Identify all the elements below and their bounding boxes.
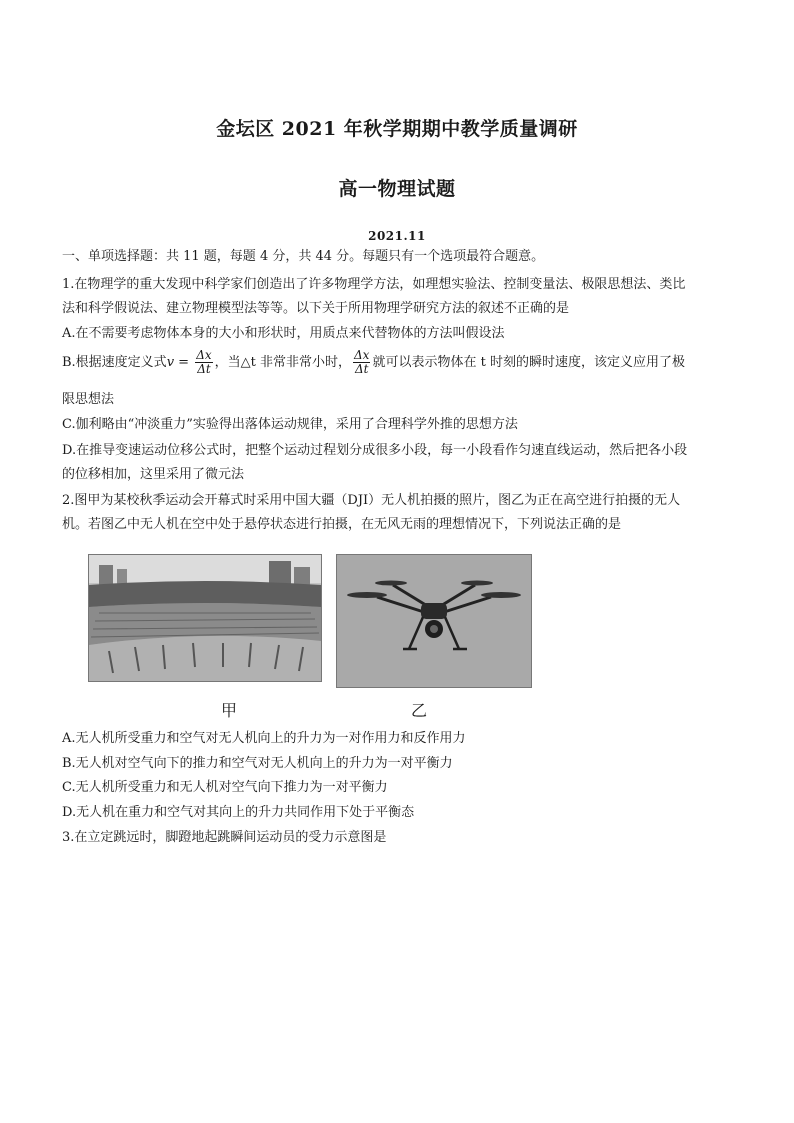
stadium-photo (88, 554, 322, 682)
equals-sign: = (174, 355, 194, 370)
q1-option-b-pre: B.根据速度定义式 (62, 355, 167, 370)
drone-photo (336, 554, 532, 688)
q1-option-c: C.伽利略由“冲淡重力”实验得出落体运动规律，采用了合理科学外推的思想方法 (62, 417, 518, 432)
q1-option-b-line2: 限思想法 (62, 392, 115, 407)
q1-option-d-line2: 的位移相加，这里采用了微元法 (62, 467, 245, 482)
q1-option-a: A.在不需要考虑物体本身的大小和形状时，用质点来代替物体的方法叫假设法 (62, 326, 505, 341)
section-heading: 一、单项选择题：共 11 题，每题 4 分，共 44 分。每题只有一个选项最符合题意。 (62, 249, 545, 264)
caption-jia: 甲 (221, 701, 238, 720)
q1-option-d-line1: D.在推导变速运动位移公式时，把整个运动过程划分成很多小段，每一小段看作匀速直线运动，然后把各小段 (62, 443, 688, 458)
caption-yi: 乙 (411, 701, 428, 720)
stadium-illustration (89, 555, 321, 681)
ratio-numerator: Δx (354, 348, 370, 362)
q2-stem-line2: 机。若图乙中无人机在空中处于悬停状态进行拍摄，在无风无雨的理想情况下，下列说法正确的是 (62, 517, 622, 532)
q2-option-a: A.无人机所受重力和空气对无人机向上的升力为一对作用力和反作用力 (62, 731, 466, 746)
q1-option-b-post: 就可以表示物体在 t 时刻的瞬时速度，该定义应用了极 (372, 355, 685, 370)
velocity-symbol: v (166, 355, 175, 370)
q1-stem-line2: 法和科学假说法、建立物理模型法等等。以下关于所用物理学研究方法的叙述不正确的是 (62, 301, 570, 316)
q3-stem: 3.在立定跳远时，脚蹬地起跳瞬间运动员的受力示意图是 (62, 830, 387, 845)
q2-option-c: C.无人机所受重力和无人机对空气向下推力为一对平衡力 (62, 780, 388, 795)
q2-stem-line1: 2.图甲为某校秋季运动会开幕式时采用中国大疆（DJI）无人机拍摄的照片，图乙为正在高空进行拍摄的无人 (62, 493, 681, 508)
exam-title: 金坛区 2021 年秋学期期中教学质量调研 (216, 118, 578, 140)
q2-option-b: B.无人机对空气向下的推力和空气对无人机向上的升力为一对平衡力 (62, 756, 453, 771)
q2-option-d: D.无人机在重力和空气对其向上的升力共同作用下处于平衡态 (62, 805, 415, 820)
fraction-numerator: Δx (196, 348, 212, 362)
q1-option-b (62, 349, 732, 377)
ratio-denominator: Δt (354, 362, 369, 376)
drone-illustration (337, 555, 531, 687)
fraction-denominator: Δt (197, 362, 211, 376)
q1-stem-line1: 1.在物理学的重大发现中科学家们创造出了许多物理学方法，如理想实验法、控制变量法、极限思想法、类比 (62, 277, 686, 292)
q1-option-b-mid: ，当△t 非常非常小时， (214, 355, 352, 370)
exam-subtitle: 高一物理试题 (338, 178, 456, 200)
ratio-fraction (353, 349, 370, 376)
exam-date: 2021.11 (368, 229, 426, 243)
velocity-fraction (195, 349, 212, 376)
